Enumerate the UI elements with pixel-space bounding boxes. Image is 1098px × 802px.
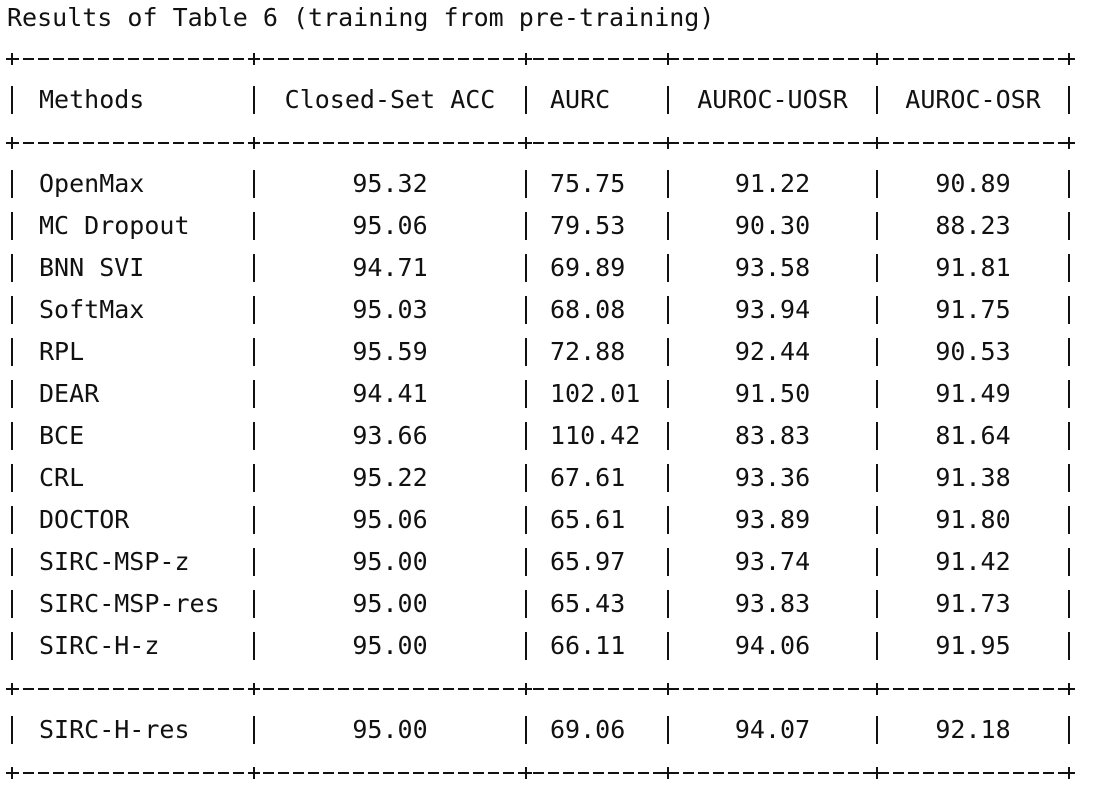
table-cell: 91.81 bbox=[935, 253, 1011, 282]
table-cell: 91.73 bbox=[935, 589, 1011, 618]
table-cell: 95.59 bbox=[352, 337, 428, 366]
column-separator bbox=[11, 86, 13, 114]
column-separator bbox=[253, 548, 255, 576]
table-cell: 65.97 bbox=[550, 547, 626, 576]
column-separator bbox=[876, 506, 878, 534]
table-row bbox=[0, 332, 1098, 372]
column-separator bbox=[876, 422, 878, 450]
column-separator bbox=[11, 716, 13, 744]
table-cell: 69.89 bbox=[550, 253, 626, 282]
table-cell: 94.07 bbox=[734, 715, 811, 744]
column-separator bbox=[525, 422, 527, 450]
column-separator bbox=[253, 254, 255, 282]
column-separator bbox=[1068, 464, 1070, 492]
column-separator bbox=[667, 506, 669, 534]
column-separator bbox=[876, 254, 878, 282]
column-header: Methods bbox=[39, 85, 145, 114]
table-cell: 95.00 bbox=[352, 715, 428, 744]
table-cell: 91.22 bbox=[734, 169, 811, 198]
column-separator bbox=[667, 632, 669, 660]
table-cell: 95.00 bbox=[352, 589, 428, 618]
table-row bbox=[0, 248, 1098, 288]
column-separator bbox=[876, 632, 878, 660]
column-separator bbox=[1068, 212, 1070, 240]
column-separator bbox=[525, 212, 527, 240]
table-cell: 91.49 bbox=[935, 379, 1011, 408]
table-cell: 91.38 bbox=[935, 463, 1011, 492]
column-separator bbox=[11, 548, 13, 576]
table-cell: SIRC-MSP-z bbox=[39, 547, 190, 576]
column-separator bbox=[525, 380, 527, 408]
table-cell: 88.23 bbox=[935, 211, 1011, 240]
table-row bbox=[0, 374, 1098, 414]
column-header: AUROC-UOSR bbox=[697, 85, 848, 114]
table-row bbox=[0, 458, 1098, 498]
column-separator bbox=[1068, 422, 1070, 450]
table-cell: 67.61 bbox=[550, 463, 626, 492]
table-cell: 91.75 bbox=[935, 295, 1011, 324]
column-separator bbox=[667, 86, 669, 114]
table-cell: DOCTOR bbox=[39, 505, 130, 534]
column-separator bbox=[667, 170, 669, 198]
column-header: AUROC-OSR bbox=[905, 85, 1041, 114]
table-cell: 95.06 bbox=[352, 505, 428, 534]
table-cell: 90.89 bbox=[935, 169, 1011, 198]
column-separator bbox=[525, 506, 527, 534]
page-title: Results of Table 6 (training from pre-training) bbox=[7, 3, 715, 32]
table-cell: 93.94 bbox=[734, 295, 811, 324]
table-row bbox=[0, 542, 1098, 582]
table-cell: 95.06 bbox=[352, 211, 428, 240]
table-cell: 94.41 bbox=[352, 379, 428, 408]
table-cell: SIRC-H-res bbox=[39, 715, 190, 744]
column-separator bbox=[667, 548, 669, 576]
column-separator bbox=[11, 338, 13, 366]
table-cell: SIRC-MSP-res bbox=[39, 589, 220, 618]
table-header-row bbox=[0, 80, 1098, 120]
column-separator bbox=[253, 338, 255, 366]
table-cell: OpenMax bbox=[39, 169, 145, 198]
column-separator bbox=[1068, 548, 1070, 576]
table-row bbox=[0, 626, 1098, 666]
column-separator bbox=[876, 464, 878, 492]
table-cell: 69.06 bbox=[550, 715, 626, 744]
table-cell: 83.83 bbox=[734, 421, 811, 450]
column-separator bbox=[1068, 632, 1070, 660]
table-row bbox=[0, 584, 1098, 624]
column-separator bbox=[525, 548, 527, 576]
column-separator bbox=[11, 632, 13, 660]
table-cell: 91.50 bbox=[734, 379, 811, 408]
table-cell: 72.88 bbox=[550, 337, 626, 366]
table-cell: 66.11 bbox=[550, 631, 626, 660]
column-separator bbox=[876, 170, 878, 198]
table-cell: 91.95 bbox=[935, 631, 1011, 660]
table-cell: 95.22 bbox=[352, 463, 428, 492]
column-separator bbox=[525, 170, 527, 198]
column-separator bbox=[253, 422, 255, 450]
footer-separator bbox=[0, 682, 1098, 696]
column-separator bbox=[1068, 86, 1070, 114]
table-cell: 93.89 bbox=[734, 505, 811, 534]
table-row bbox=[0, 500, 1098, 540]
table-cell: RPL bbox=[39, 337, 85, 366]
table-cell: 95.00 bbox=[352, 631, 428, 660]
table-cell: 65.61 bbox=[550, 505, 626, 534]
column-separator bbox=[876, 590, 878, 618]
column-separator bbox=[253, 86, 255, 114]
column-separator bbox=[525, 338, 527, 366]
column-separator bbox=[11, 380, 13, 408]
table-cell: 68.08 bbox=[550, 295, 626, 324]
column-separator bbox=[876, 716, 878, 744]
column-separator bbox=[11, 254, 13, 282]
column-separator bbox=[667, 338, 669, 366]
column-separator bbox=[253, 296, 255, 324]
column-separator bbox=[1068, 380, 1070, 408]
column-separator bbox=[667, 422, 669, 450]
table-cell: MC Dropout bbox=[39, 211, 190, 240]
column-separator bbox=[1068, 296, 1070, 324]
column-separator bbox=[253, 380, 255, 408]
column-separator bbox=[1068, 170, 1070, 198]
table-cell: 95.32 bbox=[352, 169, 428, 198]
table-cell: 102.01 bbox=[550, 379, 641, 408]
table-cell: 93.83 bbox=[734, 589, 811, 618]
column-separator bbox=[667, 380, 669, 408]
table-border-top bbox=[0, 52, 1098, 66]
column-header: AURC bbox=[550, 85, 611, 114]
table-cell: 93.58 bbox=[734, 253, 811, 282]
column-separator bbox=[667, 212, 669, 240]
column-separator bbox=[667, 590, 669, 618]
table-cell: SIRC-H-z bbox=[39, 631, 160, 660]
column-separator bbox=[11, 212, 13, 240]
column-separator bbox=[525, 296, 527, 324]
column-separator bbox=[1068, 590, 1070, 618]
table-cell: 75.75 bbox=[550, 169, 626, 198]
column-separator bbox=[253, 590, 255, 618]
column-separator bbox=[525, 86, 527, 114]
column-separator bbox=[525, 254, 527, 282]
column-separator bbox=[876, 338, 878, 366]
table-row bbox=[0, 290, 1098, 330]
column-separator bbox=[876, 86, 878, 114]
table-row bbox=[0, 206, 1098, 246]
column-separator bbox=[11, 422, 13, 450]
table-cell: 91.80 bbox=[935, 505, 1011, 534]
table-cell: 92.18 bbox=[935, 715, 1011, 744]
table-cell: 93.36 bbox=[734, 463, 811, 492]
column-separator bbox=[525, 716, 527, 744]
table-cell: 65.43 bbox=[550, 589, 626, 618]
column-separator bbox=[525, 464, 527, 492]
table-cell: 92.44 bbox=[734, 337, 811, 366]
column-separator bbox=[253, 170, 255, 198]
table-row-highlight bbox=[0, 710, 1098, 750]
column-separator bbox=[525, 632, 527, 660]
table-cell: 93.66 bbox=[352, 421, 428, 450]
table-row bbox=[0, 416, 1098, 456]
table-cell: 90.30 bbox=[734, 211, 811, 240]
table-border-bottom bbox=[0, 766, 1098, 780]
column-separator bbox=[253, 716, 255, 744]
column-separator bbox=[253, 632, 255, 660]
column-separator bbox=[11, 464, 13, 492]
table-cell: 93.74 bbox=[734, 547, 811, 576]
column-separator bbox=[11, 296, 13, 324]
table-cell: BCE bbox=[39, 421, 85, 450]
column-separator bbox=[667, 464, 669, 492]
table-cell: 91.42 bbox=[935, 547, 1011, 576]
table-cell: 79.53 bbox=[550, 211, 626, 240]
column-separator bbox=[11, 590, 13, 618]
column-separator bbox=[11, 506, 13, 534]
table-cell: 110.42 bbox=[550, 421, 641, 450]
column-separator bbox=[876, 296, 878, 324]
column-separator bbox=[876, 548, 878, 576]
table-cell: 94.71 bbox=[352, 253, 428, 282]
column-separator bbox=[253, 212, 255, 240]
column-separator bbox=[525, 590, 527, 618]
table-cell: DEAR bbox=[39, 379, 100, 408]
column-separator bbox=[667, 254, 669, 282]
column-separator bbox=[11, 170, 13, 198]
table-cell: 94.06 bbox=[734, 631, 811, 660]
column-separator bbox=[667, 296, 669, 324]
table-cell: SoftMax bbox=[39, 295, 145, 324]
column-separator bbox=[1068, 506, 1070, 534]
table-cell: BNN SVI bbox=[39, 253, 145, 282]
column-separator bbox=[1068, 254, 1070, 282]
column-header: Closed-Set ACC bbox=[284, 85, 496, 114]
header-separator bbox=[0, 136, 1098, 150]
table-cell: 90.53 bbox=[935, 337, 1011, 366]
column-separator bbox=[667, 716, 669, 744]
column-separator bbox=[876, 380, 878, 408]
column-separator bbox=[876, 212, 878, 240]
column-separator bbox=[1068, 338, 1070, 366]
column-separator bbox=[253, 464, 255, 492]
table-cell: CRL bbox=[39, 463, 85, 492]
table-cell: 95.00 bbox=[352, 547, 428, 576]
column-separator bbox=[253, 506, 255, 534]
column-separator bbox=[1068, 716, 1070, 744]
table-cell: 95.03 bbox=[352, 295, 428, 324]
table-cell: 81.64 bbox=[935, 421, 1011, 450]
table-row bbox=[0, 164, 1098, 204]
